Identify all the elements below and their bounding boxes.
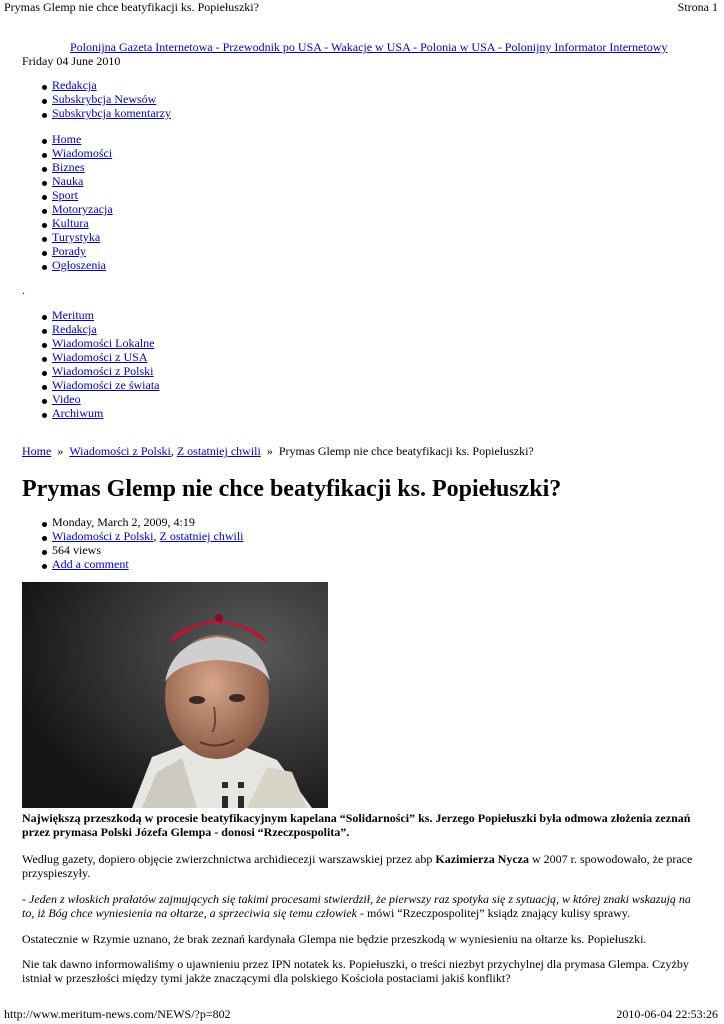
- menu-item: [40, 350, 159, 364]
- nav-link-sport[interactable]: Sport: [52, 188, 79, 202]
- article-lead: Największą przeszkodą w procesie beatyfikacyjnym kapelana “Solidarności” ks. Jerzego Popiełuszki była odmowa złożenia zeznań przez prymasa Polski Józefa Glempa - donosi “Rzeczpospolita”.: [22, 811, 691, 839]
- quote-text: - Jeden z włoskich prałatów zajmujących się takimi procesami stwierdził, że pierwszy raz spotyka się z sytuacją, w której znaki wskazują na to, iż Bóg chce wyniesienia na ołtarze, a sprzeciwia się temu człowiek: [22, 892, 691, 920]
- meta-date: [40, 515, 244, 529]
- meta-subcategory-link[interactable]: Z ostatniej chwili: [159, 529, 244, 543]
- section-menu: [40, 132, 113, 272]
- meta-categories: [40, 529, 244, 543]
- news-link-polska[interactable]: Wiadomości z Polski: [52, 364, 154, 378]
- article-meta: [40, 515, 244, 571]
- news-link-swiat[interactable]: Wiadomości ze świata: [52, 378, 160, 392]
- print-footer-url: http://www.meritum-news.com/NEWS/?p=802: [4, 1007, 231, 1021]
- nav-link-motoryzacja[interactable]: Motoryzacja: [52, 202, 113, 216]
- menu-item: [40, 202, 113, 216]
- news-link-video[interactable]: Video: [52, 392, 81, 406]
- cardinal-portrait-image: [22, 582, 328, 808]
- menu-item: [40, 216, 113, 230]
- news-link-meritum[interactable]: Meritum: [52, 308, 94, 322]
- menu-item: [40, 406, 159, 420]
- print-footer-timestamp: 2010-06-04 22:53:26: [616, 1007, 718, 1021]
- menu-item: [40, 378, 159, 392]
- nav-link-turystyka[interactable]: Turystyka: [52, 230, 101, 244]
- menu-item: [40, 244, 113, 258]
- nav-link-wiadomosci[interactable]: Wiadomości: [52, 146, 113, 160]
- meta-comment: [40, 557, 244, 571]
- top-menu: [40, 78, 171, 120]
- meta-comma: ,: [153, 529, 157, 543]
- nav-link-ogloszenia[interactable]: Ogłoszenia: [52, 258, 106, 272]
- views-count: 564 views: [52, 543, 101, 557]
- paragraph-text: w 2007 r. spowodowało, że prace przyspieszyły.: [22, 852, 693, 880]
- menu-item: [40, 132, 113, 146]
- meta-views: [40, 543, 244, 557]
- menu-link-redakcja[interactable]: Redakcja: [52, 78, 97, 92]
- nav-link-home[interactable]: Home: [52, 132, 82, 146]
- breadcrumb-separator: »: [266, 444, 273, 458]
- news-link-archiwum[interactable]: Archiwum: [52, 406, 104, 420]
- menu-item: [40, 160, 113, 174]
- menu-link-newsletter[interactable]: Subskrybcja Newsów: [52, 92, 157, 106]
- breadcrumb-category-link[interactable]: Wiadomości z Polski: [69, 444, 171, 458]
- menu-item: [40, 188, 113, 202]
- menu-item: [40, 230, 113, 244]
- menu-item: [40, 322, 159, 336]
- news-link-redakcja[interactable]: Redakcja: [52, 322, 97, 336]
- article-paragraph-4: Nie tak dawno informowaliśmy o ujawnieniu przez IPN notatek ks. Popiełuszki, o treści niezbyt przychylnej dla prymasa Glempa. Czyżby istniał w przeszłości między tymi jakże znaczącymi dla polskiego Kościoła postaciami jakiś konflikt?: [22, 957, 689, 985]
- print-header-title: Prymas Glemp nie chce beatyfikacji ks. Popiełuszki?: [4, 0, 259, 14]
- breadcrumb-separator: »: [57, 444, 64, 458]
- menu-item: [40, 174, 113, 188]
- news-link-lokalne[interactable]: Wiadomości Lokalne: [52, 336, 155, 350]
- breadcrumb-home-link[interactable]: Home: [22, 444, 52, 458]
- news-menu: [40, 308, 159, 420]
- paragraph-text: Według gazety, dopiero objęcie zwierzchnictwa archidiecezji warszawskiej przez abp: [22, 852, 436, 866]
- breadcrumb: [22, 444, 534, 458]
- article-title: Prymas Glemp nie chce beatyfikacji ks. Popiełuszki?: [22, 476, 562, 502]
- breadcrumb-comma: ,: [170, 444, 174, 458]
- menu-item: [40, 78, 171, 92]
- breadcrumb-subcategory-link[interactable]: Z ostatniej chwili: [176, 444, 261, 458]
- article-paragraph-2: [22, 892, 702, 920]
- menu-item: [40, 336, 159, 350]
- nav-link-kultura[interactable]: Kultura: [52, 216, 89, 230]
- article-paragraph-1: [22, 852, 702, 880]
- article-paragraph-3: Ostatecznie w Rzymie uznano, że brak zeznań kardynała Glempa nie będzie przeszkodą w wyniesieniu na ołtarze ks. Popiełuszki.: [22, 932, 647, 946]
- add-comment-link[interactable]: Add a comment: [52, 557, 129, 571]
- meta-date-text: Monday, March 2, 2009, 4:19: [52, 515, 195, 529]
- person-name: Kazimierza Nycza: [435, 852, 530, 866]
- separator-dot: .: [22, 283, 25, 297]
- site-title-link[interactable]: Polonijna Gazeta Internetowa - Przewodnik po USA - Wakacje w USA - Polonia w USA - Polonijny Informator Internetowy: [70, 40, 668, 54]
- breadcrumb-current: Prymas Glemp nie chce beatyfikacji ks. Popiełuszki?: [278, 444, 534, 458]
- menu-item: [40, 392, 159, 406]
- nav-link-porady[interactable]: Porady: [52, 244, 86, 258]
- nav-link-nauka[interactable]: Nauka: [52, 174, 84, 188]
- news-link-usa[interactable]: Wiadomości z USA: [52, 350, 148, 364]
- menu-item: [40, 146, 113, 160]
- current-date: Friday 04 June 2010: [22, 54, 121, 68]
- print-page-number: Strona 1: [677, 0, 718, 14]
- article-photo: [22, 582, 328, 808]
- menu-link-comments-feed[interactable]: Subskrybcja komentarzy: [52, 106, 171, 120]
- paragraph-text: - mówi “Rzeczpospolitej” ksiądz znający kulisy sprawy.: [356, 906, 631, 920]
- meta-category-link[interactable]: Wiadomości z Polski: [52, 529, 154, 543]
- menu-item: [40, 308, 159, 322]
- menu-item: [40, 106, 171, 120]
- nav-link-biznes[interactable]: Biznes: [52, 160, 85, 174]
- menu-item: [40, 364, 159, 378]
- menu-item: [40, 92, 171, 106]
- menu-item: [40, 258, 113, 272]
